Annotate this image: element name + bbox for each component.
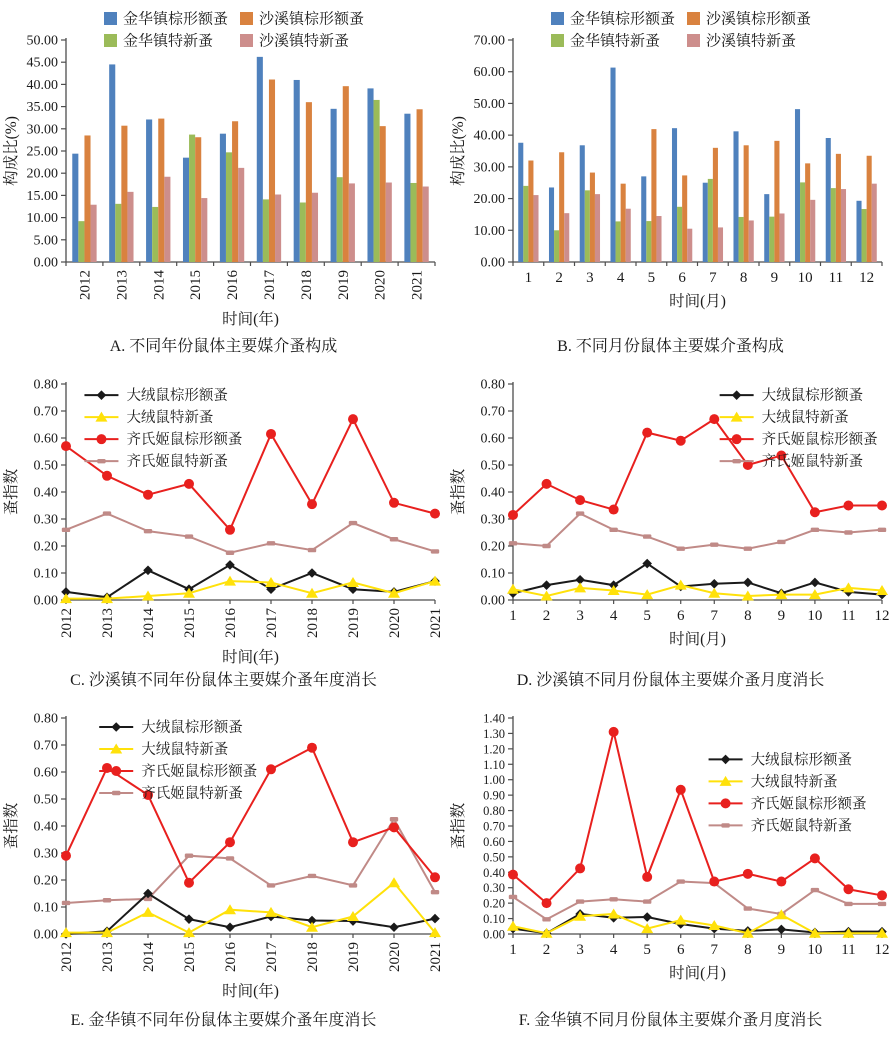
svg-text:8: 8 (739, 270, 748, 286)
caption-a: A. 不同年份鼠体主要媒介蚤构成 (109, 338, 338, 355)
svg-text:2021: 2021 (428, 942, 444, 972)
svg-text:金华镇特新蚤: 金华镇特新蚤 (570, 33, 661, 50)
svg-text:2015: 2015 (188, 270, 205, 300)
svg-text:10: 10 (807, 942, 823, 958)
svg-text:0.50: 0.50 (33, 792, 58, 808)
svg-text:蚤指数: 蚤指数 (3, 802, 20, 850)
svg-text:11: 11 (841, 608, 856, 624)
svg-text:5.00: 5.00 (33, 233, 58, 249)
svg-text:9: 9 (777, 942, 786, 958)
svg-text:0.10: 0.10 (33, 900, 58, 916)
svg-text:2018: 2018 (298, 270, 315, 300)
svg-text:7: 7 (710, 942, 719, 958)
caption-c: C. 沙溪镇不同年份鼠体主要媒介蚤年度消长 (70, 672, 377, 689)
legend (104, 10, 364, 50)
svg-text:30.00: 30.00 (26, 122, 58, 138)
series-1 (508, 559, 887, 600)
svg-text:0.30: 0.30 (33, 512, 58, 528)
svg-text:10.00: 10.00 (473, 223, 505, 239)
svg-text:2: 2 (542, 942, 551, 958)
svg-text:齐氏姬鼠棕形额蚤: 齐氏姬鼠棕形额蚤 (126, 432, 243, 449)
svg-text:0.10: 0.10 (480, 566, 505, 582)
svg-text:齐氏姬鼠特新蚤: 齐氏姬鼠特新蚤 (761, 454, 864, 471)
svg-text:大绒鼠棕形额蚤: 大绒鼠棕形额蚤 (141, 720, 243, 736)
svg-text:7: 7 (709, 270, 717, 286)
svg-text:2019: 2019 (346, 608, 362, 638)
svg-text:3: 3 (576, 942, 584, 958)
svg-text:20.00: 20.00 (473, 192, 505, 208)
svg-text:沙溪镇特新蚤: 沙溪镇特新蚤 (706, 33, 797, 50)
chart-b-bar-monthly-composition (447, 4, 894, 336)
svg-text:0.20: 0.20 (480, 539, 505, 555)
svg-text:蚤指数: 蚤指数 (450, 802, 467, 850)
svg-text:35.00: 35.00 (26, 100, 58, 116)
svg-text:2016: 2016 (225, 270, 242, 300)
svg-text:时间(月): 时间(月) (669, 293, 726, 310)
svg-text:12: 12 (859, 270, 875, 286)
series-4 (62, 511, 439, 555)
svg-text:0.40: 0.40 (33, 819, 58, 835)
svg-text:11: 11 (828, 270, 844, 286)
svg-text:时间(月): 时间(月) (669, 965, 726, 982)
panel-e (0, 692, 447, 1032)
svg-text:11: 11 (841, 942, 856, 958)
svg-text:大绒鼠特新蚤: 大绒鼠特新蚤 (141, 742, 229, 758)
svg-text:蚤指数: 蚤指数 (3, 468, 20, 516)
svg-text:8: 8 (744, 608, 752, 624)
svg-text:10: 10 (797, 270, 813, 286)
svg-text:大绒鼠特新蚤: 大绒鼠特新蚤 (126, 410, 214, 427)
svg-text:6: 6 (676, 942, 685, 958)
series-1 (61, 889, 440, 939)
svg-text:大绒鼠棕形额蚤: 大绒鼠棕形额蚤 (750, 752, 853, 769)
svg-text:9: 9 (770, 270, 779, 286)
axes (449, 34, 882, 311)
svg-text:2012: 2012 (77, 270, 94, 300)
svg-text:时间(月): 时间(月) (669, 631, 726, 648)
svg-text:4: 4 (609, 608, 618, 624)
svg-text:2012: 2012 (59, 608, 75, 638)
svg-text:8: 8 (744, 942, 752, 958)
series-3 (61, 414, 440, 535)
svg-text:2016: 2016 (223, 608, 239, 638)
svg-text:40.00: 40.00 (26, 77, 58, 93)
caption-f: F. 金华镇不同月份鼠体主要媒介蚤月度消长 (518, 1012, 823, 1029)
svg-text:1.00: 1.00 (483, 773, 505, 788)
legend (84, 386, 242, 470)
svg-text:2021: 2021 (409, 270, 426, 300)
svg-text:6: 6 (678, 270, 686, 286)
svg-text:2017: 2017 (261, 270, 278, 300)
svg-text:0.90: 0.90 (483, 788, 505, 803)
svg-text:1.30: 1.30 (483, 726, 505, 741)
legend (99, 718, 257, 802)
svg-text:0.00: 0.00 (480, 593, 505, 609)
chart-e-line-jinhua-yearly (0, 692, 447, 1010)
svg-text:12: 12 (874, 942, 890, 958)
svg-text:0.60: 0.60 (480, 431, 505, 447)
svg-text:齐氏姬鼠特新蚤: 齐氏姬鼠特新蚤 (750, 818, 853, 835)
svg-text:大绒鼠棕形额蚤: 大绒鼠棕形额蚤 (761, 388, 864, 405)
chart-d-line-shaxi-monthly (447, 358, 894, 670)
svg-text:50.00: 50.00 (473, 96, 505, 112)
svg-text:2020: 2020 (387, 942, 403, 972)
panel-c (0, 358, 447, 692)
svg-text:2018: 2018 (305, 608, 321, 638)
svg-text:大绒鼠特新蚤: 大绒鼠特新蚤 (750, 774, 838, 791)
svg-text:时间(年): 时间(年) (222, 649, 279, 666)
svg-text:1: 1 (524, 270, 533, 286)
svg-text:0.20: 0.20 (33, 539, 58, 555)
panel-d (447, 358, 894, 692)
svg-text:大绒鼠棕形额蚤: 大绒鼠棕形额蚤 (126, 388, 228, 405)
svg-text:2019: 2019 (335, 270, 352, 300)
chart-a-bar-yearly-composition (0, 4, 447, 336)
svg-text:0.00: 0.00 (480, 255, 505, 271)
svg-text:齐氏姬鼠棕形额蚤: 齐氏姬鼠棕形额蚤 (141, 764, 258, 780)
svg-text:2017: 2017 (264, 942, 280, 972)
svg-text:0.30: 0.30 (33, 846, 58, 862)
svg-text:15.00: 15.00 (26, 188, 58, 204)
svg-text:30.00: 30.00 (473, 160, 505, 176)
legend (551, 10, 811, 50)
svg-text:3: 3 (576, 608, 584, 624)
svg-text:45.00: 45.00 (26, 55, 58, 71)
panel-f (447, 692, 894, 1032)
svg-text:0.80: 0.80 (483, 804, 505, 819)
svg-text:0.30: 0.30 (483, 881, 505, 896)
svg-text:10.00: 10.00 (26, 211, 58, 227)
svg-text:40.00: 40.00 (473, 128, 505, 144)
svg-text:1: 1 (509, 608, 517, 624)
svg-text:3: 3 (586, 270, 594, 286)
series-2 (60, 576, 441, 604)
svg-text:1.40: 1.40 (483, 711, 505, 726)
svg-text:2018: 2018 (305, 942, 321, 972)
svg-text:6: 6 (676, 608, 685, 624)
chart-f-line-jinhua-monthly (447, 692, 894, 1010)
svg-text:0.40: 0.40 (480, 485, 505, 501)
svg-text:4: 4 (609, 942, 618, 958)
svg-text:0.20: 0.20 (33, 873, 58, 889)
panel-a (0, 4, 447, 358)
legend (709, 750, 867, 834)
svg-text:2020: 2020 (372, 270, 389, 300)
svg-text:4: 4 (616, 270, 625, 286)
svg-text:2020: 2020 (387, 608, 403, 638)
svg-text:齐氏姬鼠棕形额蚤: 齐氏姬鼠棕形额蚤 (761, 432, 878, 449)
svg-text:0.60: 0.60 (33, 765, 58, 781)
svg-text:构成比(%): 构成比(%) (450, 116, 467, 186)
svg-text:金华镇特新蚤: 金华镇特新蚤 (123, 33, 214, 50)
svg-text:12: 12 (874, 608, 890, 624)
svg-text:2019: 2019 (346, 942, 362, 972)
svg-text:0.60: 0.60 (483, 834, 505, 849)
svg-text:金华镇棕形额蚤: 金华镇棕形额蚤 (570, 11, 676, 28)
svg-text:70.00: 70.00 (473, 33, 505, 49)
svg-text:0.60: 0.60 (33, 431, 58, 447)
svg-text:2012: 2012 (59, 942, 75, 972)
svg-text:0.10: 0.10 (33, 566, 58, 582)
svg-text:0.40: 0.40 (483, 865, 505, 880)
svg-text:0.70: 0.70 (33, 738, 58, 754)
svg-text:0.00: 0.00 (33, 927, 58, 943)
panel-b (447, 4, 894, 358)
svg-text:2021: 2021 (428, 608, 444, 638)
svg-text:7: 7 (710, 608, 719, 624)
svg-text:20.00: 20.00 (26, 166, 58, 182)
svg-text:0.00: 0.00 (33, 593, 58, 609)
svg-text:沙溪镇特新蚤: 沙溪镇特新蚤 (259, 33, 350, 50)
caption-e: E. 金华镇不同年份鼠体主要媒介蚤年度消长 (70, 1012, 377, 1029)
svg-text:0.20: 0.20 (483, 896, 505, 911)
series-4 (509, 511, 886, 551)
svg-text:2014: 2014 (151, 270, 168, 300)
svg-text:沙溪镇棕形额蚤: 沙溪镇棕形额蚤 (706, 11, 812, 28)
svg-text:齐氏姬鼠特新蚤: 齐氏姬鼠特新蚤 (141, 786, 243, 802)
svg-text:0.00: 0.00 (483, 927, 505, 942)
svg-text:1.10: 1.10 (483, 757, 505, 772)
svg-text:2014: 2014 (141, 608, 157, 638)
chart-c-line-shaxi-yearly (0, 358, 447, 670)
svg-text:大绒鼠特新蚤: 大绒鼠特新蚤 (761, 410, 849, 427)
svg-text:0.10: 0.10 (483, 912, 505, 927)
svg-text:10: 10 (807, 608, 823, 624)
svg-text:0.80: 0.80 (33, 377, 58, 393)
svg-text:蚤指数: 蚤指数 (450, 468, 467, 516)
svg-text:0.80: 0.80 (480, 377, 505, 393)
svg-text:5: 5 (643, 608, 651, 624)
svg-text:5: 5 (647, 270, 656, 286)
svg-text:25.00: 25.00 (26, 144, 58, 160)
svg-text:沙溪镇棕形额蚤: 沙溪镇棕形额蚤 (259, 11, 365, 28)
svg-text:齐氏姬鼠特新蚤: 齐氏姬鼠特新蚤 (126, 454, 228, 471)
svg-text:0.80: 0.80 (33, 711, 58, 727)
svg-text:0.70: 0.70 (33, 404, 58, 420)
caption-d: D. 沙溪镇不同月份鼠体主要媒介蚤月度消长 (516, 672, 825, 689)
svg-text:0.50: 0.50 (480, 458, 505, 474)
svg-text:2016: 2016 (223, 942, 239, 972)
series-2 (60, 877, 441, 937)
svg-text:0.40: 0.40 (33, 485, 58, 501)
svg-text:0.50: 0.50 (33, 458, 58, 474)
svg-text:2013: 2013 (100, 942, 116, 972)
svg-text:齐氏姬鼠棕形额蚤: 齐氏姬鼠棕形额蚤 (750, 796, 867, 813)
svg-text:9: 9 (777, 608, 786, 624)
svg-text:构成比(%): 构成比(%) (3, 116, 20, 186)
svg-text:0.70: 0.70 (480, 404, 505, 420)
svg-text:2015: 2015 (182, 942, 198, 972)
svg-text:2: 2 (555, 270, 563, 286)
svg-text:0.30: 0.30 (480, 512, 505, 528)
svg-text:0.70: 0.70 (483, 819, 505, 834)
svg-text:2017: 2017 (264, 608, 280, 638)
svg-text:2015: 2015 (182, 608, 198, 638)
svg-text:60.00: 60.00 (473, 65, 505, 81)
svg-text:2013: 2013 (100, 608, 116, 638)
svg-text:1.20: 1.20 (483, 742, 505, 757)
svg-text:时间(年): 时间(年) (222, 983, 279, 1000)
svg-text:金华镇棕形额蚤: 金华镇棕形额蚤 (123, 11, 229, 28)
svg-text:2: 2 (542, 608, 551, 624)
svg-text:0.50: 0.50 (483, 850, 505, 865)
svg-text:时间(年): 时间(年) (222, 311, 279, 328)
caption-b: B. 不同月份鼠体主要媒介蚤构成 (557, 338, 784, 355)
svg-text:50.00: 50.00 (26, 33, 58, 49)
svg-text:2014: 2014 (141, 942, 157, 972)
svg-text:5: 5 (643, 942, 651, 958)
svg-text:1: 1 (509, 942, 517, 958)
svg-text:2013: 2013 (114, 270, 131, 300)
svg-text:0.00: 0.00 (33, 255, 58, 271)
series-4 (509, 879, 886, 921)
